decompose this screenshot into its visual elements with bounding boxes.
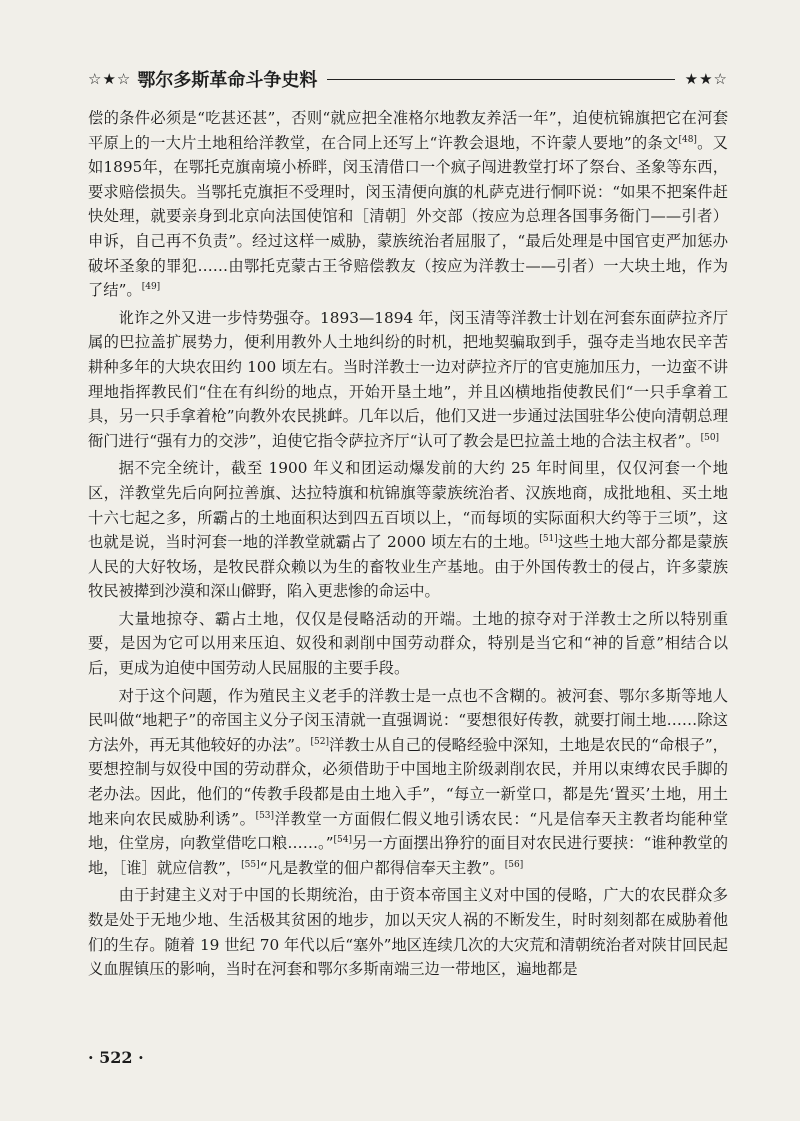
footnote-ref: [50] xyxy=(700,432,720,443)
footnote-ref: [56] xyxy=(504,859,524,870)
header-rule xyxy=(327,79,674,80)
paragraph xyxy=(88,306,728,454)
paragraph xyxy=(88,684,728,881)
text-run: 由于封建主义对于中国的长期统治，由于资本帝国主义对中国的侵略，广大的农民群众多数是处于无地少地、生活极其贫困的地步，加以天灾人祸的不断发生，时时刻刻都在威胁着他们的生存。随着 19 世纪 70 年代以后“塞外”地区连续几次的大灾荒和清朝统治者对陕甘回民起义血腥镇压的影响，当时在河套和鄂尔多斯南端三边一带地区，遍地都是 xyxy=(88,886,729,979)
text-run: 。又如1895年，在鄂托克旗南境小桥畔，闵玉清借口一个疯子闯进教堂打坏了祭台、圣象等东西，要求赔偿损失。当鄂托克旗拒不受理时，闵玉清便向旗的札萨克进行恫吓说：“如果不把案件赶快处理，就要亲身到北京向法国使馆和［清朝］外交部（按应为总理各国事务衙门——引者）申诉，自己再不负责”。经过这样一威胁，蒙族统治者屈服了，“最后处理是中国官吏严加惩办破坏圣象的罪犯……由鄂托克蒙古王爷赔偿教友（按应为洋教士——引者）一大块土地，作为了结”。 xyxy=(88,133,728,300)
paragraph xyxy=(88,106,728,303)
footnote-ref: [52] xyxy=(310,736,329,747)
running-header xyxy=(88,62,728,96)
text-run: 讹诈之外又进一步恃势强夺。1893—1894 年，闵玉清等洋教士计划在河套东面萨拉齐厅属的巴拉盖扩展势力，便利用教外人土地纠纷的时机，把地契骗取到手，强夺走当地农民辛苦耕种多年的大块农田约 100 顷左右。当时洋教士一边对萨拉齐厅的官吏施加压力，一边蛮不讲理地指挥教民们“住在有纠纷的地点，开始开垦土地”，并且凶横地指使教民们“一只手拿着工具，另一只手拿着枪”向教外农民挑衅。几年以后，他们又进一步通过法国驻华公使向清朝总理衙门进行“强有力的交涉”，迫使它指令萨拉齐厅“认可了教会是巴拉盖土地的合法主权者”。 xyxy=(88,308,728,450)
text-run: 另一方面摆出狰狞的面目对农民进行要挟：“谁种教堂的地，［谁］就应信教”， xyxy=(88,834,729,877)
page-number: · 522 · xyxy=(88,1048,144,1067)
footnote-ref: [48] xyxy=(678,134,697,145)
text-run: 据不完全统计，截至 1900 年义和团运动爆发前的大约 25 年时间里，仅仅河套一个地区，洋教堂先后向阿拉善旗、达拉特旗和杭锦旗等蒙族统治者、汉族地商，成批地租、买土地十六七起之多，所霸占的土地面积达到四五百顷以上，“而每顷的实际面积大约等于三顷”，这也就是说，当时河套一地的洋教堂就霸占了 2000 顷左右的土地。 xyxy=(88,459,728,552)
footnote-ref: [55] xyxy=(241,859,260,870)
text-run: 这些土地大部分都是蒙族人民的大好牧场，是牧民群众赖以为生的畜牧业生产基地。由于外国传教士的侵占，许多蒙族牧民被撵到沙漠和深山僻野，陷入更悲惨的命运中。 xyxy=(88,533,728,601)
paragraph xyxy=(88,607,728,681)
text-run: 对于这个问题，作为殖民主义老手的洋教士是一点也不含糊的。被河套、鄂尔多斯等地人民叫做“地耙子”的帝国主义分子闵玉清就一直强调说：“要想很好传教，就要打闹土地……除这方法外，再无其他较好的办法”。 xyxy=(88,686,728,754)
footnote-ref: [51] xyxy=(539,534,558,545)
text-run: 偿的条件必须是“吃甚还甚”，否则“就应把全准格尔地教友养活一年”，迫使杭锦旗把它在河套平原上的一大片土地租给洋教堂，在合同上还写上“许教会退地，不许蒙人要地”的条文 xyxy=(88,109,728,152)
header-stars-left: ☆★☆ xyxy=(88,70,132,88)
text-run: 洋教士从自己的侵略经验中深知，土地是农民的“命根子”，要想控制与奴役中国的劳动群众，必须借助于中国地主阶级剥削农民，并用以束缚农民手脚的老办法。因此，他们的“传教手段都是由土地入手”，“每立一新堂口，都是先‘置买’土地，用土地来向农民威胁利诱”。 xyxy=(88,735,728,828)
header-stars-right: ★★☆ xyxy=(684,70,728,88)
footnote-ref: [53] xyxy=(255,810,275,821)
text-run: 洋教堂一方面假仁假义地引诱农民：“凡是信奉天主教者均能种堂地，住堂房，向教堂借吃口粮……。” xyxy=(88,809,729,853)
footnote-ref: [49] xyxy=(141,282,161,293)
paragraph xyxy=(88,456,728,604)
header-title: 鄂尔多斯革命斗争史料 xyxy=(137,70,318,91)
text-run: “凡是教堂的佃户都得信奉天主教”。 xyxy=(259,858,505,877)
text-run: 大量地掠夺、霸占土地，仅仅是侵略活动的开端。土地的掠夺对于洋教士之所以特别重要，是因为它可以用来压迫、奴役和剥削中国劳动群众，特别是当它和“神的旨意”相结合以后，更成为迫使中国劳动人民屈服的主要手段。 xyxy=(88,609,728,678)
body-text xyxy=(88,106,728,982)
paragraph xyxy=(88,883,728,981)
footnote-ref: [54] xyxy=(333,835,353,846)
